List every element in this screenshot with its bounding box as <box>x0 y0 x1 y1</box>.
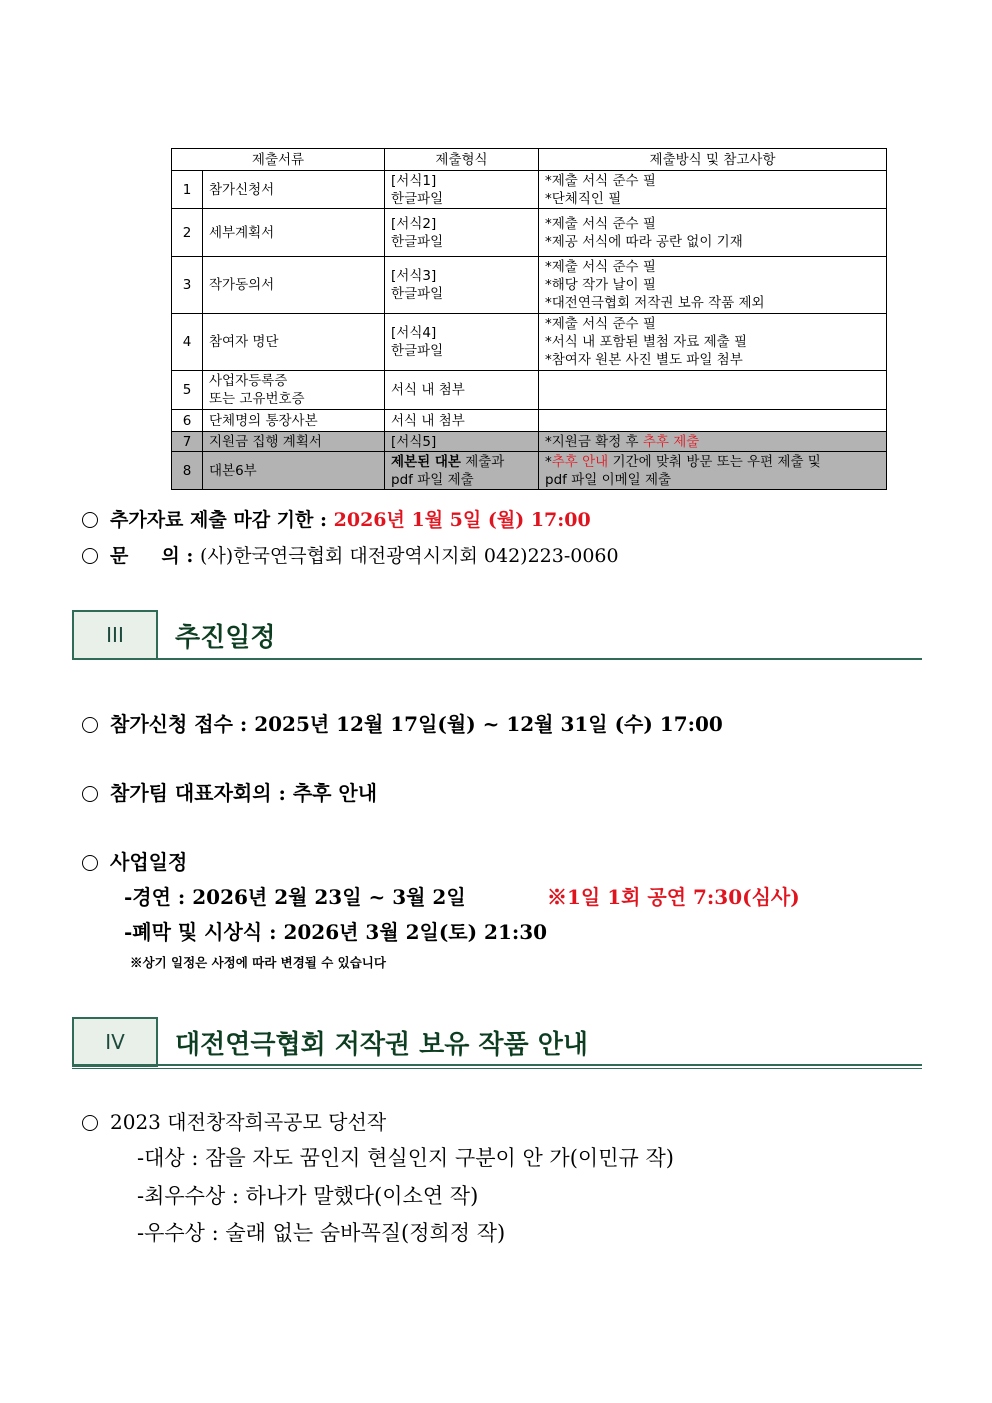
row-format: [서식5] <box>385 432 539 452</box>
table-row <box>172 257 887 314</box>
row-document: 참여자 명단 <box>203 314 385 371</box>
row-notes: *지원금 확정 후 추후 제출 <box>539 432 887 452</box>
row-number: 3 <box>172 257 203 314</box>
schedule-meeting-line <box>82 777 377 806</box>
header-format: 제출형식 <box>385 149 539 171</box>
row-format: 서식 내 첨부 <box>385 371 539 410</box>
works-item-grand-prize: -대상 : 잠을 자도 꿈인지 현실인지 구분이 안 가(이민규 작) <box>137 1146 674 1170</box>
works-heading-line <box>82 1106 386 1135</box>
schedule-business-line <box>82 846 187 875</box>
row-notes <box>539 410 887 432</box>
table-row-highlighted <box>172 452 887 490</box>
schedule-apply-line <box>82 708 723 737</box>
row-notes: *제출 서식 준수 필 *단체직인 필 <box>539 171 887 209</box>
row-format: 제본된 대본 제출과 pdf 파일 제출 <box>385 452 539 490</box>
row-number: 8 <box>172 452 203 490</box>
row-number: 1 <box>172 171 203 209</box>
inquiry-value: (사)한국연극협회 대전광역시지회 042)223-0060 <box>200 545 619 567</box>
section3-title: 추진일정 <box>175 623 276 653</box>
works-item-merit: -우수상 : 술래 없는 숨바꼭질(정희정 작) <box>137 1221 506 1245</box>
row-number: 7 <box>172 432 203 452</box>
row-notes: *제출 서식 준수 필 *해당 작가 날이 필 *대전연극협회 저작권 보유 작품 제외 <box>539 257 887 314</box>
row-format: [서식4] 한글파일 <box>385 314 539 371</box>
header-documents: 제출서류 <box>172 149 385 171</box>
deadline-value: 2026년 1월 5일 (월) 17:00 <box>333 509 591 531</box>
bullet-circle-icon <box>82 855 98 871</box>
row-notes: *제출 서식 준수 필 *제공 서식에 따라 공란 없이 기재 <box>539 209 887 257</box>
table-row <box>172 314 887 371</box>
bullet-circle-icon <box>82 548 98 564</box>
row-document: 대본6부 <box>203 452 385 490</box>
row-number: 5 <box>172 371 203 410</box>
row-notes <box>539 371 887 410</box>
row-format: [서식1] 한글파일 <box>385 171 539 209</box>
schedule-business-text: 사업일정 <box>110 850 188 874</box>
bullet-circle-icon <box>82 786 98 802</box>
row-number: 4 <box>172 314 203 371</box>
row-document: 세부계획서 <box>203 209 385 257</box>
inquiry-label: 문 의 : <box>110 545 201 567</box>
row-number: 2 <box>172 209 203 257</box>
row-notes: *추후 안내 기간에 맞춰 방문 또는 우편 제출 및 pdf 파일 이메일 제출 <box>539 452 887 490</box>
schedule-closing-line: -폐막 및 시상식 : 2026년 3월 2일(토) 21:30 <box>124 920 548 944</box>
section4-number-box: IV <box>72 1017 158 1067</box>
section4-divider <box>72 1064 922 1066</box>
row-document: 지원금 집행 계획서 <box>203 432 385 452</box>
row-format: [서식3] 한글파일 <box>385 257 539 314</box>
bullet-circle-icon <box>82 512 98 528</box>
deadline-line <box>82 505 591 532</box>
schedule-contest-note: ※1일 1회 공연 7:30(심사) <box>547 885 800 909</box>
schedule-contest-line <box>124 881 466 910</box>
submission-documents-table <box>171 148 887 490</box>
works-heading-text: 2023 대전창작희곡공모 당선작 <box>110 1110 387 1134</box>
schedule-meeting-text: 참가팀 대표자회의 : 추후 안내 <box>110 781 378 805</box>
bullet-circle-icon <box>82 1115 98 1131</box>
bullet-circle-icon <box>82 717 98 733</box>
row-notes: *제출 서식 준수 필 *서식 내 포함된 별첨 자료 제출 필 *참여자 원본 사진 별도 파일 첨부 <box>539 314 887 371</box>
table-header-row <box>172 149 887 171</box>
table-row <box>172 171 887 209</box>
table-row <box>172 209 887 257</box>
schedule-change-notice: ※상기 일정은 사정에 따라 변경될 수 있습니다 <box>130 955 386 970</box>
table-row <box>172 410 887 432</box>
section4-title: 대전연극협회 저작권 보유 작품 안내 <box>175 1030 588 1060</box>
inquiry-line <box>82 541 619 568</box>
header-method: 제출방식 및 참고사항 <box>539 149 887 171</box>
section3-divider <box>72 658 922 660</box>
row-document: 단체명의 통장사본 <box>203 410 385 432</box>
row-document: 사업자등록증 또는 고유번호증 <box>203 371 385 410</box>
schedule-contest-text: -경연 : 2026년 2월 23일 ~ 3월 2일 <box>124 885 466 909</box>
row-number: 6 <box>172 410 203 432</box>
row-format: 서식 내 첨부 <box>385 410 539 432</box>
table-row-highlighted <box>172 432 887 452</box>
works-item-excellence: -최우수상 : 하나가 말했다(이소연 작) <box>137 1184 479 1208</box>
row-document: 참가신청서 <box>203 171 385 209</box>
row-document: 작가동의서 <box>203 257 385 314</box>
section3-number-box: III <box>72 610 158 660</box>
schedule-apply-text: 참가신청 접수 : 2025년 12월 17일(월) ~ 12월 31일 (수) 17:00 <box>110 712 723 736</box>
row-format: [서식2] 한글파일 <box>385 209 539 257</box>
deadline-label: 추가자료 제출 마감 기한 : <box>110 509 334 531</box>
section4-divider-thin <box>72 1068 922 1069</box>
table-row <box>172 371 887 410</box>
